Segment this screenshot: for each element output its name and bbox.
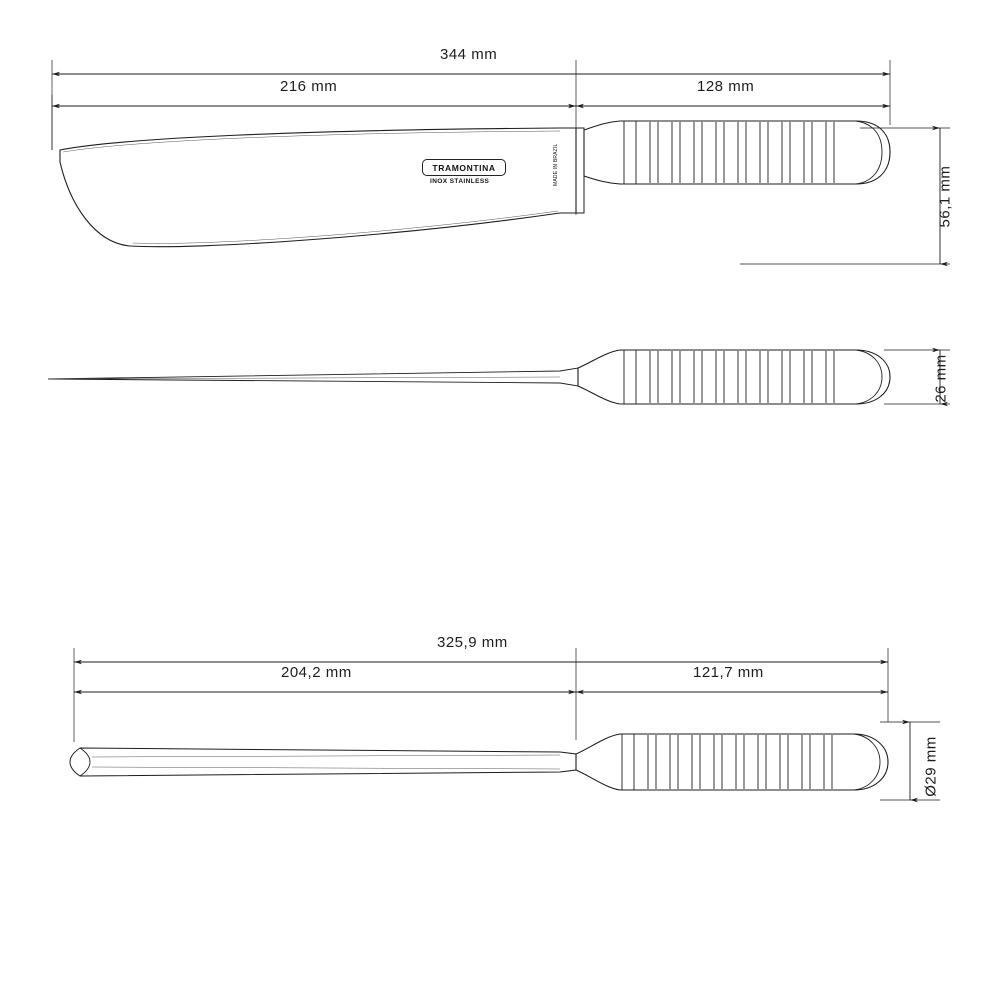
dimension-label-knife-handle-length: 128 mm (697, 78, 755, 95)
brand-origin-text: MADE IN BRAZIL (553, 143, 559, 186)
dimension-label-knife-handle-width: 26 mm (932, 354, 950, 403)
dimension-label-steel-handle-diameter: Ø29 mm (922, 736, 940, 797)
dimension-label-steel-rod-length: 204,2 mm (281, 664, 352, 681)
dimension-label-knife-blade-height: 56,1 mm (936, 165, 954, 228)
dimension-label-steel-handle-length: 121,7 mm (693, 664, 764, 681)
dimension-label-knife-blade-length: 216 mm (280, 78, 338, 95)
dimension-label-steel-total-length: 325,9 mm (437, 634, 508, 651)
dimension-label-knife-total-length: 344 mm (440, 46, 498, 63)
brand-logo-box (422, 159, 506, 176)
brand-subtitle: INOX STAINLESS (430, 178, 490, 185)
brand-name: TRAMONTINA (432, 162, 496, 173)
